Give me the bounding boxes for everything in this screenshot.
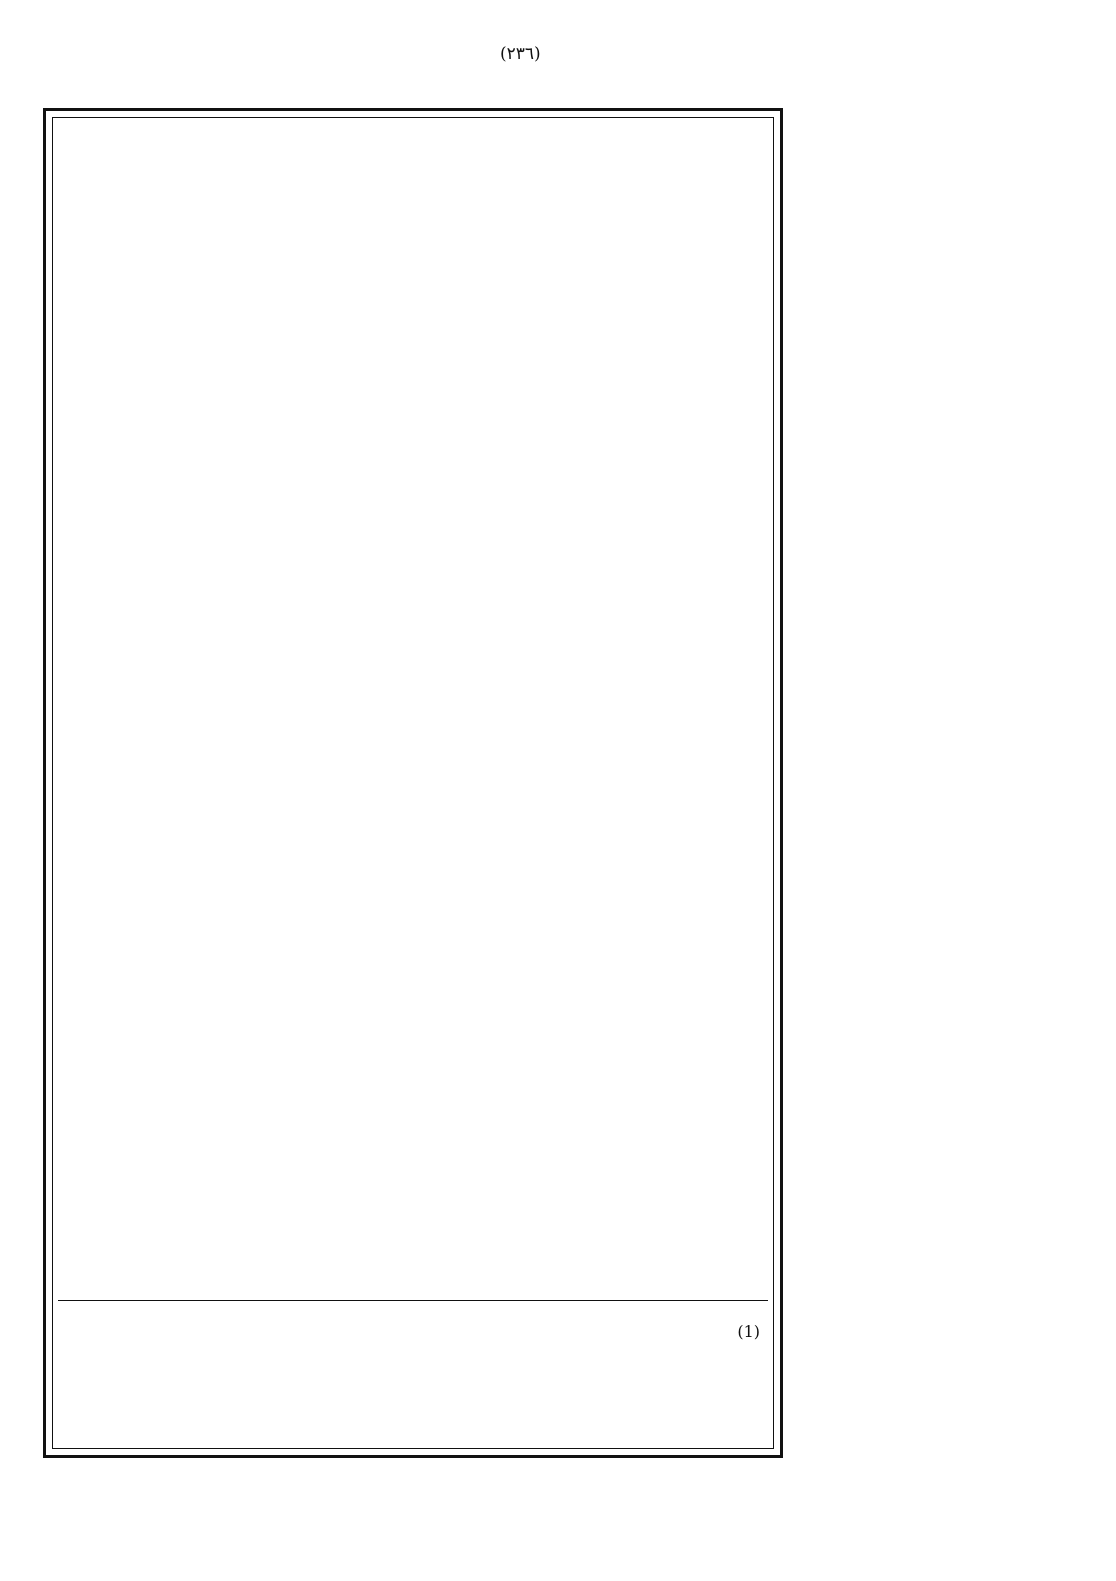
footnote-divider [58,1300,768,1301]
footnote-block [64,1306,764,1446]
bottom-text-block [20,1462,1102,1572]
page-number: (٢٣٦) [500,44,541,64]
footnote-marker: (1) [737,1322,760,1341]
margin-commentary [796,110,1102,1450]
main-text-block [64,122,764,1302]
header-line-2 [20,42,1102,64]
header-line-1 [20,10,1102,32]
